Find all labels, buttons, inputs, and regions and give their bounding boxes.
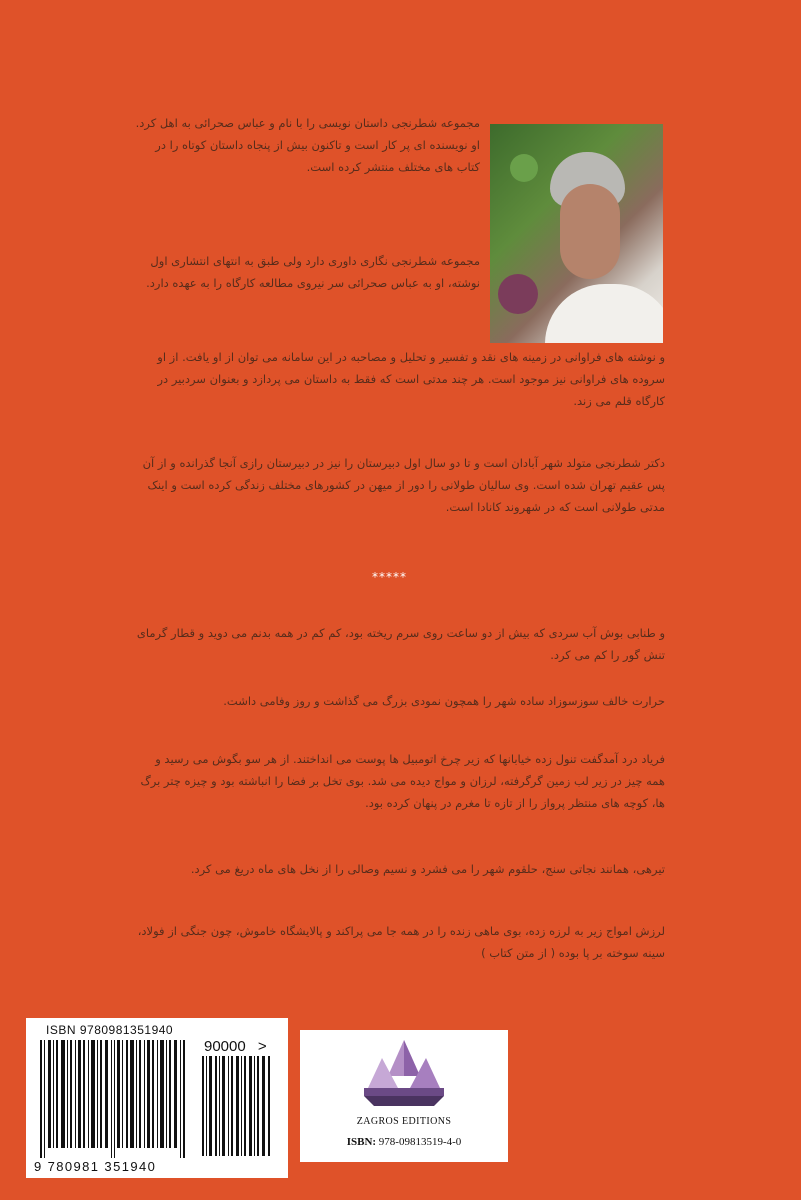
addon-digits: 90000 bbox=[204, 1038, 246, 1055]
isbn-value: 978-09813519-4-0 bbox=[378, 1136, 462, 1148]
publisher-name: ZAGROS EDITIONS bbox=[356, 1116, 452, 1127]
excerpt-paragraph-4: تیرهی، همانند نجاتی سنج، حلقوم شهر را می فشرد و نسیم وصالی را از نخل های ماه دریغ می کرد. bbox=[190, 862, 665, 876]
bio-paragraph-1: مجموعه شطرنجی داستان نویسی را با نام و عباس صحرائی به اهل کرد. او نویسنده ای پر کار است و تاکنون بیش از پنجاه داستان کوتاه را در کتاب های مختلف منتشر کرده است. bbox=[135, 116, 480, 174]
isbn-label: ISBN: bbox=[346, 1136, 377, 1148]
publisher-isbn bbox=[300, 1136, 508, 1148]
photo-face bbox=[560, 184, 620, 279]
photo-foliage bbox=[510, 154, 538, 182]
excerpt-paragraph-2: حرارت خالف سوزسوزاد ساده شهر را همچون نمودی بزرگ می گذاشت و روز وفامی داشت. bbox=[223, 694, 665, 708]
bio-paragraph-4: دکتر شطرنجی متولد شهر آبادان است و تا دو سال اول دبیرستان را نیز در دبیرستان رازی آنجا گذرانده و از آن پس عقیم تهران شده است. وی سالیان طولانی را دور از میهن در کشورهای مختلف زندگی کرده است و اینک مدتی طولانی است که در شهروند کانادا است. bbox=[142, 456, 665, 514]
excerpt-paragraph-5: لرزش امواج زیر به لرزه زده، بوی ماهی زنده را در همه جا می پراکند و پالایشگاه خاموش، چون جنگی از فولاد، سینه سوخته بر پا بوده ( از متن کتاب ) bbox=[137, 924, 665, 960]
bio-paragraph-3: و نوشته های فراوانی در زمینه های نقد و تفسیر و تحلیل و مصاحبه در این سامانه می توان از او یافت. از او سروده های فراوانی نیز موجود است. هر چند مدتی است که فقط به داستان می پردازد و بعنوان سردبیر در کارگاه قلم می زند. bbox=[157, 350, 665, 408]
photo-foliage bbox=[498, 274, 538, 314]
excerpt-paragraph-1: و طنابی بوش آب سردی که بیش از دو ساعت روی سرم ریخته بود، کم کم در همه بدنم می دوید و قطار گرمای تنش گور را کم می کرد. bbox=[136, 626, 665, 662]
publisher-block bbox=[300, 1030, 508, 1162]
barcode-isbn-text: ISBN 9780981351940 bbox=[46, 1023, 174, 1037]
photo-shirt bbox=[545, 284, 663, 343]
barcode-digits: 9 780981 351940 bbox=[34, 1159, 157, 1174]
barcode-addon-number bbox=[204, 1038, 267, 1055]
addon-arrow: > bbox=[257, 1038, 267, 1055]
zagros-logo-icon bbox=[358, 1036, 450, 1108]
bio-paragraph-2: مجموعه شطرنجی نگاری داوری دارد ولی طبق به انتهای انتشاری اول نوشته، او به عباس صحرائی سر نیروی مطالعه کارگاه را به عهده دارد. bbox=[146, 254, 480, 290]
barcode-addon-bars bbox=[202, 1056, 274, 1156]
excerpt-paragraph-3: فریاد درد آمدگفت تنول زده خیابانها که زیر چرخ اتومبیل ها پوست می انداختند. از هر سو بگوش می رسید و همه چیز در زیر لب زمین گرگرفته، لرزان و مواج دیده می شد. بوی تخل بر فضا را انباشته بود و چیزه چتر برگ ها، کوچه های منتظر پرواز را از تازه تا مغرم در پنهان کرده بود. bbox=[140, 752, 665, 810]
author-photo bbox=[490, 124, 663, 343]
section-separator: ***** bbox=[372, 570, 407, 584]
barcode-block bbox=[26, 1018, 288, 1178]
barcode-bars bbox=[40, 1040, 190, 1158]
